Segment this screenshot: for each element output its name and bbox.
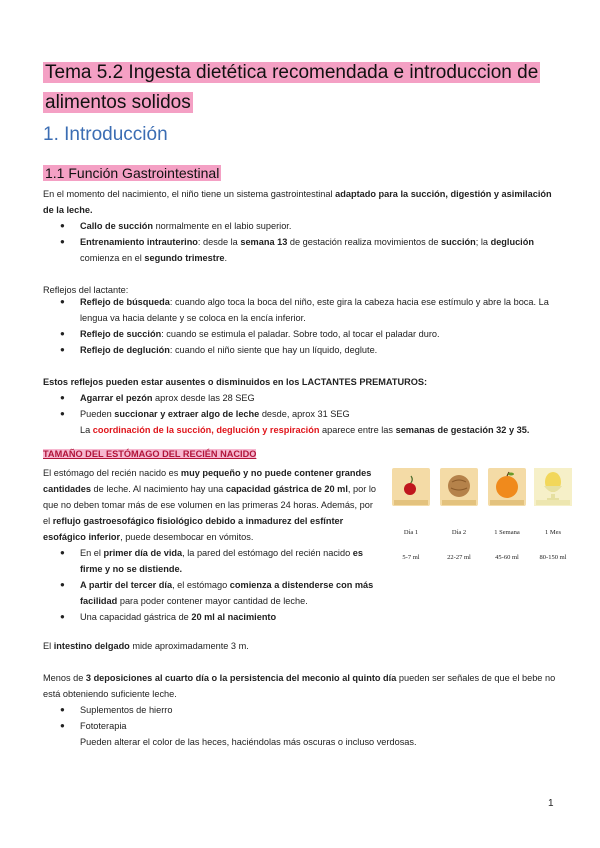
fig-value: 5-7 ml xyxy=(402,554,420,561)
deposiciones-paragraph: Menos de 3 deposiciones al cuarto día o la persistencia del meconio al quinto día pueden ser señales de que el bebe no está obteniendo suficiente leche. xyxy=(43,673,556,699)
cherry-image xyxy=(392,468,430,506)
apricot-image xyxy=(488,468,526,506)
page-number: 1 xyxy=(548,798,554,809)
list-item: ● Reflejo de búsqueda: cuando algo toca la boca del niño, este gira la cabeza hacia ese estímulo y abre la boca. La lengua va hacia delante y se coloca en la encía inferior. xyxy=(80,294,562,326)
list-item: ● Entrenamiento intrauterino: desde la semana 13 de gestación realiza movimientos de succión; la deglución comienza en el segundo trimestre. xyxy=(80,234,560,266)
walnut-image xyxy=(440,468,478,506)
heading-funcion-gastrointestinal: 1.1 Función Gastrointestinal xyxy=(45,165,220,181)
stomach-size-figure xyxy=(388,468,574,578)
document-title: Tema 5.2 Ingesta dietética recomendada e introduccion de alimentos solidos xyxy=(45,62,539,113)
fig-label: Día 1 xyxy=(403,529,419,536)
reflejos-title: Reflejos del lactante: xyxy=(43,285,129,295)
list-item: ● Fototerapia xyxy=(80,718,560,734)
fig-label: 1 Mes xyxy=(544,529,562,536)
fig-label: 1 Semana xyxy=(494,529,520,536)
premature-note: Estos reflejos pueden estar ausentes o disminuidos en los LACTANTES PREMATUROS: xyxy=(43,377,428,387)
list-item: ● A partir del tercer día, el estómago comienza a distenderse con más facilidad para poder contener mayor cantidad de leche. xyxy=(80,577,376,609)
list-item: ● En el primer día de vida, la pared del estómago del recién nacido es firme y no se distiende. xyxy=(80,545,376,577)
list-item: ● Agarrar el pezón aprox desde las 28 SEG xyxy=(80,390,560,406)
heading-introduccion: 1. Introducción xyxy=(43,124,168,145)
list-item: ● Pueden succionar y extraer algo de leche desde, aprox 31 SEG xyxy=(80,406,560,422)
estomago-heading: TAMAÑO DEL ESTÓMAGO DEL RECIÉN NACIDO xyxy=(43,449,257,459)
list-item: ● Reflejo de deglución: cuando el niño siente que hay un líquido, deglute. xyxy=(80,342,560,358)
fig-label: Día 2 xyxy=(451,529,467,536)
egg-image xyxy=(534,468,572,506)
heces-note: Pueden alterar el color de las heces, haciéndolas más oscuras o incluso verdosas. xyxy=(80,737,417,747)
intestino-paragraph: El intestino delgado mide aproximadamente 3 m. xyxy=(43,641,249,651)
intro-paragraph: En el momento del nacimiento, el niño tiene un sistema gastrointestinal adaptado para la succión, digestión y asimilación de la leche. xyxy=(43,189,552,215)
list-item: ● Reflejo de succión: cuando se estimula el paladar. Sobre todo, al tocar el paladar duro. xyxy=(80,326,560,342)
estomago-paragraph: El estómago del recién nacido es muy pequeño y no puede contener grandes cantidades de leche. Al nacimiento hay una capacidad gástrica de 20 ml, por lo que no deben tomar más de ese volumen en las primeras 24 horas. Además, por el reflujo gastroesofágico fisiológico debido a inmadurez del esfínter esofágico inferior, puede desembocar en vómitos. xyxy=(43,468,376,542)
list-item: ● Suplementos de hierro xyxy=(80,702,560,718)
fig-value: 80-150 ml xyxy=(539,554,567,561)
fig-value: 45-60 ml xyxy=(495,554,519,561)
coordination-note: La coordinación de la succión, deglución y respiración aparece entre las semanas de gestación 32 y 35. xyxy=(80,425,530,435)
list-item: ● Una capacidad gástrica de 20 ml al nacimiento xyxy=(80,609,376,625)
list-item: ● Callo de succión normalmente en el labio superior. xyxy=(80,218,560,234)
fig-value: 22-27 ml xyxy=(447,554,471,561)
